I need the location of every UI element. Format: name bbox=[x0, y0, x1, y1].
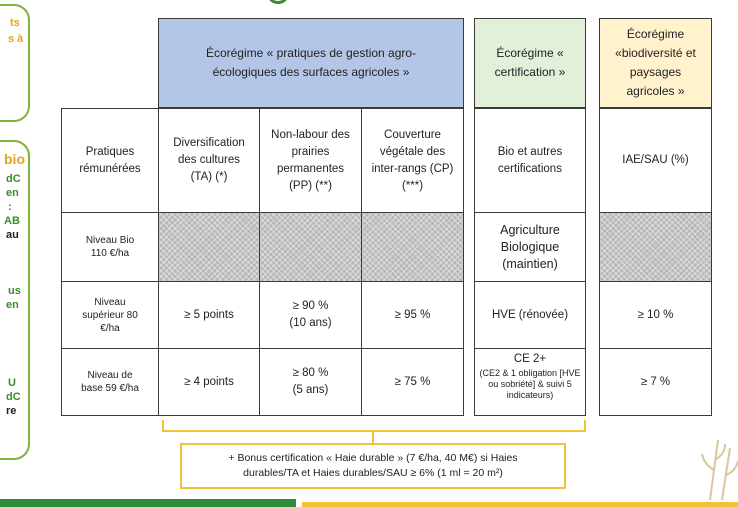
bottom-bar-green bbox=[0, 499, 296, 507]
left-fragment-5: en bbox=[6, 187, 19, 199]
header-certification: Écorégime « certification » bbox=[474, 18, 586, 108]
cell-base-cert-sub: (CE2 & 1 obligation [HVE ou sobriété] & suivi 5 indicateurs) bbox=[479, 368, 581, 400]
left-fragment-10: us bbox=[8, 285, 21, 297]
column-bio-cert: Bio et autres certifications bbox=[474, 108, 586, 213]
left-fragment-8: au bbox=[6, 229, 19, 241]
cell-bio-iae bbox=[599, 212, 712, 282]
bonus-box: + Bonus certification « Haie durable » (7 €/ha, 40 M€) si Haies durables/TA et Haies durables/SAU ≥ 6% (1 ml = 20 m²) bbox=[180, 443, 566, 489]
left-fragment-14: U bbox=[8, 377, 16, 389]
cell-bio-pp bbox=[259, 212, 362, 282]
cell-superieur-iae: ≥ 10 % bbox=[599, 281, 712, 349]
cell-base-pp: ≥ 80 % (5 ans) bbox=[259, 348, 362, 416]
column-cp: Couverture végétale des inter-rangs (CP) (***) bbox=[361, 108, 464, 213]
cell-superieur-cert: HVE (rénovée) bbox=[474, 281, 586, 349]
column-iae: IAE/SAU (%) bbox=[599, 108, 712, 213]
cell-bio-ta bbox=[158, 212, 260, 282]
top-green-arc bbox=[268, 0, 288, 4]
row-label-bio: Niveau Bio 110 €/ha bbox=[61, 212, 159, 282]
left-fragment-2: s à bbox=[8, 33, 24, 45]
cell-superieur-pp: ≥ 90 % (10 ans) bbox=[259, 281, 362, 349]
wheat-icon bbox=[690, 430, 738, 500]
bonus-brace bbox=[162, 420, 586, 432]
header-biodiversite: Écorégime «biodiversité et paysages agricoles » bbox=[599, 18, 712, 108]
cell-base-cert-main: CE 2+ bbox=[513, 353, 547, 365]
left-fragment-11: en bbox=[6, 299, 19, 311]
cell-base-iae: ≥ 7 % bbox=[599, 348, 712, 416]
cell-base-cp: ≥ 75 % bbox=[361, 348, 464, 416]
header-pratiques-gestion: Écorégime « pratiques de gestion agro-écologiques des surfaces agricoles » bbox=[158, 18, 464, 108]
column-ta: Diversification des cultures (TA) (*) bbox=[158, 108, 260, 213]
column-pp: Non-labour des prairies permanentes (PP) (**) bbox=[259, 108, 362, 213]
cell-superieur-ta: ≥ 5 points bbox=[158, 281, 260, 349]
cell-base-ta: ≥ 4 points bbox=[158, 348, 260, 416]
column-row-header: Pratiques rémunérées bbox=[61, 108, 159, 213]
left-fragment-16: re bbox=[6, 405, 17, 417]
left-fragment-6: : bbox=[8, 201, 12, 213]
cell-bio-cert: Agriculture Biologique (maintien) bbox=[474, 212, 586, 282]
cell-base-cert bbox=[474, 348, 586, 416]
row-label-base: Niveau de base 59 €/ha bbox=[61, 348, 159, 416]
left-fragment-3: bio bbox=[4, 151, 25, 167]
left-fragment-4: dC bbox=[6, 173, 21, 185]
cell-superieur-cp: ≥ 95 % bbox=[361, 281, 464, 349]
left-fragment-15: dC bbox=[6, 391, 21, 403]
row-label-superieur: Niveau supérieur 80 €/ha bbox=[61, 281, 159, 349]
left-fragment-1: ts bbox=[10, 17, 20, 29]
cell-bio-cp bbox=[361, 212, 464, 282]
bonus-brace-stem bbox=[372, 431, 374, 443]
bottom-bar-yellow bbox=[302, 502, 738, 507]
left-fragment-7: AB bbox=[4, 215, 20, 227]
